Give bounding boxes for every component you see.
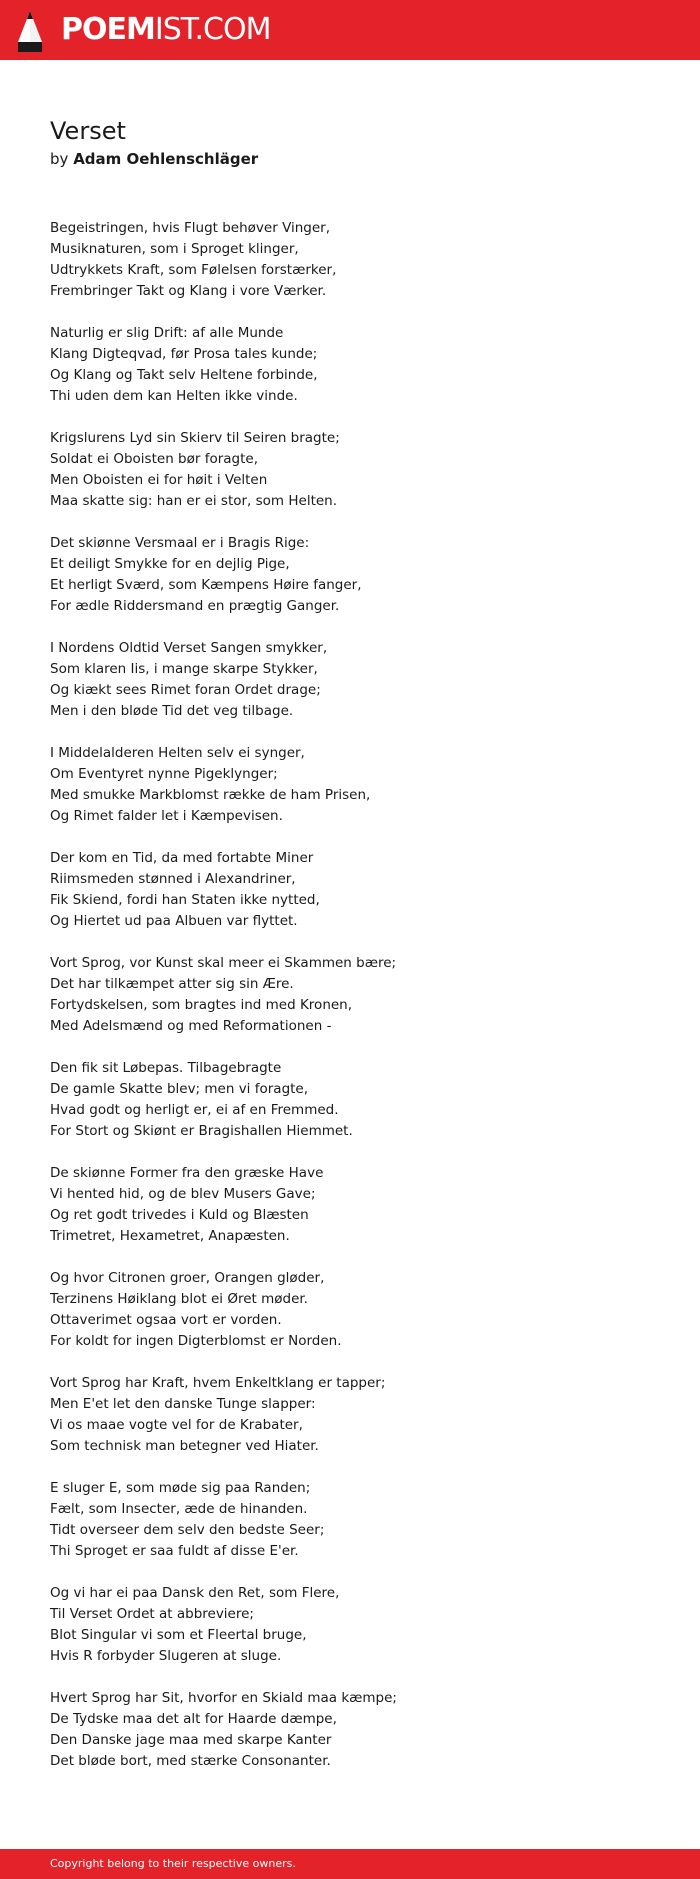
poem-stanza — [50, 1268, 670, 1352]
poem-stanza — [50, 1058, 670, 1142]
poem-line: Krigslurens Lyd sin Skierv til Seiren bragte; — [50, 430, 340, 446]
poem-stanza — [50, 323, 670, 407]
byline-prefix: by — [50, 150, 69, 168]
poem-stanza — [50, 743, 670, 827]
site-logo[interactable] — [61, 10, 270, 50]
poem-author: Adam Oehlenschläger — [73, 150, 259, 168]
poem-line: Der kom en Tid, da med fortabte Miner — [50, 850, 314, 866]
poem-line: De Tydske maa det alt for Haarde dæmpe, — [50, 1711, 337, 1727]
poem-line: Hvis R forbyder Slugeren at sluge. — [50, 1648, 282, 1664]
poem-line: Og Rimet falder let i Kæmpevisen. — [50, 808, 283, 824]
poem-line: Vort Sprog har Kraft, hvem Enkeltklang er tapper; — [50, 1375, 386, 1391]
poem-line: Fik Skiend, fordi han Staten ikke nytted, — [50, 892, 320, 908]
poem-line: Den fik sit Løbepas. Tilbagebragte — [50, 1060, 282, 1076]
poem-stanza — [50, 1688, 670, 1772]
poem-line: Trimetret, Hexametret, Anapæsten. — [50, 1228, 290, 1244]
poem-line: Et deiligt Smykke for en dejlig Pige, — [50, 556, 290, 572]
poem-line: I Nordens Oldtid Verset Sangen smykker, — [50, 640, 328, 656]
poem-line: Som technisk man betegner ved Hiater. — [50, 1438, 319, 1454]
poem-line: Det har tilkæmpet atter sig sin Ære. — [50, 976, 294, 992]
poem-stanza — [50, 533, 670, 617]
poem-line: Men i den bløde Tid det veg tilbage. — [50, 703, 294, 719]
poem-line: Til Verset Ordet at abbreviere; — [50, 1606, 254, 1622]
poem-line: Om Eventyret nynne Pigeklynger; — [50, 766, 278, 782]
poem-line: Og hvor Citronen groer, Orangen gløder, — [50, 1270, 325, 1286]
poem-line: Den Danske jage maa med skarpe Kanter — [50, 1732, 332, 1748]
poem-line: Musiknaturen, som i Sproget klinger, — [50, 241, 299, 257]
poem-line: Men Oboisten ei for høit i Velten — [50, 472, 268, 488]
poem-line: Vi hented hid, og de blev Musers Gave; — [50, 1186, 316, 1202]
poem-line: Det bløde bort, med stærke Consonanter. — [50, 1753, 331, 1769]
poem-line: Thi uden dem kan Helten ikke vinde. — [50, 388, 298, 404]
poem-stanza — [50, 953, 670, 1037]
poem-line: Vi os maae vogte vel for de Krabater, — [50, 1417, 303, 1433]
poem-line: Fortydskelsen, som bragtes ind med Kronen, — [50, 997, 353, 1013]
poem-line: Maa skatte sig: han er ei stor, som Helten. — [50, 493, 338, 509]
poem-line: Med smukke Markblomst række de ham Prisen, — [50, 787, 371, 803]
poem-line: I Middelalderen Helten selv ei synger, — [50, 745, 305, 761]
poem-line: For ædle Riddersmand en prægtig Ganger. — [50, 598, 340, 614]
poem-line: Hvert Sprog har Sit, hvorfor en Skiald maa kæmpe; — [50, 1690, 397, 1706]
logo-bold-text: POEM — [61, 12, 155, 47]
poem-line: Blot Singular vi som et Fleertal bruge, — [50, 1627, 307, 1643]
poem-stanza — [50, 848, 670, 932]
poem-stanza — [50, 1163, 670, 1247]
poem-line: Og vi har ei paa Dansk den Ret, som Flere, — [50, 1585, 340, 1601]
poem-line: Tidt overseer dem selv den bedste Seer; — [50, 1522, 325, 1538]
poem-stanza — [50, 1583, 670, 1667]
poem-line: Riimsmeden stønned i Alexandriner, — [50, 871, 296, 887]
site-header — [0, 0, 700, 60]
logo-light-text: IST.COM — [154, 12, 271, 47]
poem-stanza — [50, 1373, 670, 1457]
poem-line: Frembringer Takt og Klang i vore Værker. — [50, 283, 327, 299]
poem-line: Vort Sprog, vor Kunst skal meer ei Skammen bære; — [50, 955, 397, 971]
poem-line: Og ret godt trivedes i Kuld og Blæsten — [50, 1207, 309, 1223]
poem-line: Og Hiertet ud paa Albuen var flyttet. — [50, 913, 298, 929]
poem-line: Og Klang og Takt selv Heltene forbinde, — [50, 367, 318, 383]
poem-stanza — [50, 638, 670, 722]
poem-body — [50, 218, 670, 1793]
poem-line: Begeistringen, hvis Flugt behøver Vinger, — [50, 220, 331, 236]
poem-stanza — [50, 1478, 670, 1562]
poem-line: Udtrykkets Kraft, som Følelsen forstærker, — [50, 262, 337, 278]
poem-stanza — [50, 218, 670, 302]
site-footer — [0, 1849, 700, 1879]
poem-line: Ottaverimet ogsaa vort er vorden. — [50, 1312, 282, 1328]
poem-line: Og kiækt sees Rimet foran Ordet drage; — [50, 682, 321, 698]
copyright-text: Copyright belong to their respective owners. — [50, 1857, 296, 1870]
poem-line: For koldt for ingen Digterblomst er Norden. — [50, 1333, 342, 1349]
poem-title: Verset — [50, 117, 126, 145]
poem-stanza — [50, 428, 670, 512]
poem-line: Thi Sproget er saa fuldt af disse E'er. — [50, 1543, 299, 1559]
poem-line: Klang Digteqvad, før Prosa tales kunde; — [50, 346, 318, 362]
poem-line: Det skiønne Versmaal er i Bragis Rige: — [50, 535, 310, 551]
poem-line: De gamle Skatte blev; men vi foragte, — [50, 1081, 309, 1097]
poem-line: For Stort og Skiønt er Bragishallen Hiemmet. — [50, 1123, 353, 1139]
poem-byline — [50, 148, 258, 170]
poem-line: Naturlig er slig Drift: af alle Munde — [50, 325, 284, 341]
poem-line: Soldat ei Oboisten bør foragte, — [50, 451, 259, 467]
poem-line: Hvad godt og herligt er, ei af en Fremmed. — [50, 1102, 339, 1118]
poem-line: Et herligt Sværd, som Kæmpens Høire fanger, — [50, 577, 362, 593]
poem-line: Som klaren Iis, i mange skarpe Stykker, — [50, 661, 318, 677]
poem-line: Men E'et let den danske Tunge slapper: — [50, 1396, 316, 1412]
poem-line: Fælt, som Insecter, æde de hinanden. — [50, 1501, 308, 1517]
pen-nib-icon[interactable] — [17, 11, 43, 52]
poem-line: E sluger E, som møde sig paa Randen; — [50, 1480, 311, 1496]
poem-line: Terzinens Høiklang blot ei Øret møder. — [50, 1291, 308, 1307]
poem-line: Med Adelsmænd og med Reformationen - — [50, 1018, 332, 1034]
poem-line: De skiønne Former fra den græske Have — [50, 1165, 324, 1181]
